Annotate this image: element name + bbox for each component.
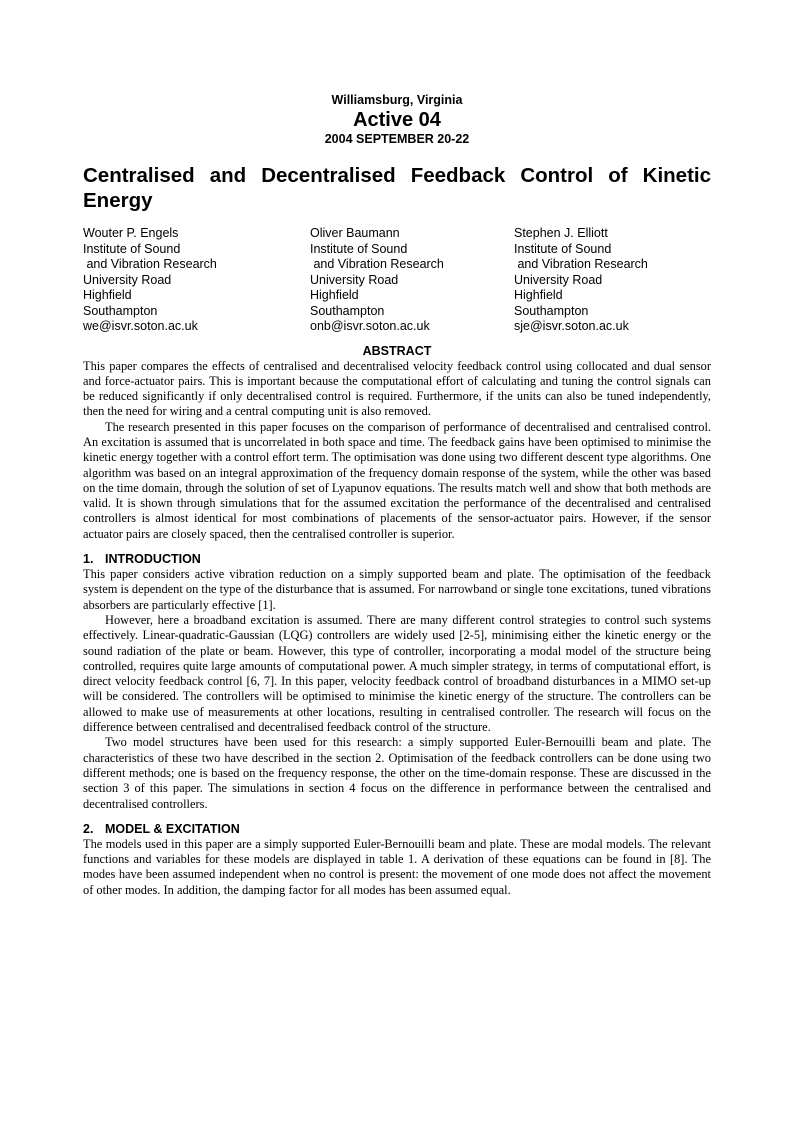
author-road: University Road [514,272,603,287]
author-city: Southampton [83,303,158,318]
author-institute: Institute of Sound [83,241,181,256]
conference-name: Active 04 [353,109,441,131]
section-body-introduction [83,567,711,812]
author-institute-line2: and Vibration Research [310,257,444,271]
author-area: Highfield [514,288,563,302]
section-title: INTRODUCTION [105,552,201,567]
abstract-paragraph: The research presented in this paper focuses on the comparison of performance of decentralised and centralised control. An excitation is assumed that is uncorrelated in both space and time. The feedback gains have been optimised to minimise the kinetic energy together with a control effort term. The optimisation was done using two different descent type algorithms. One algorithm was based on an integral approximation of the frequency domain response of the system, while the other was based on the time domain, through the solution of set of Lyapunov equations. The results match well and show that both methods are valid. It is shown through simulations that for the assumed excitation the performance of the decentralised and centralised controllers is almost identical for most combinations of placements of the sensor-actuator pairs. However, if the sensor actuator pairs are closely spaced, then the centralised controller is superior. [83,419,711,541]
conference-header [83,92,711,147]
body-paragraph: However, here a broadband excitation is assumed. There are many different control strategies to control such systems effectively. Linear-quadratic-Gaussian (LQG) controllers are widely used [2-5], minimising either the kinetic energy or the sound radiation of the plate or beam. However, this type of controller, incorporating a modal model of the structure being controlled, requires quite large amounts of computational power. A much simpler strategy, in terms of computational effort, is direct velocity feedback control [6, 7]. In this paper, velocity feedback control of broadband disturbances in a MIMO set-up will be considered. The controllers will be optimised to minimise the kinetic energy of the structure. The controllers can be allowed to make use of measurements at other locations, resulting in centralised controller. The research will focus on the difference between centralised and decentralised feedback control of the structure. [83,612,711,735]
body-paragraph: Two model structures have been used for this research: a simply supported Euler-Bernouilli beam and plate. The characteristics of these two have described in the section 2. Optimisation of the feedback controllers can be done using two different methods; one is based on the frequency response, the other on the time-domain response. These are discussed in the section 3 of this paper. The simulations in section 4 focus on the difference in performance between the centralised and decentralised controllers. [83,735,711,811]
body-paragraph: This paper considers active vibration reduction on a simply supported beam and plate. The optimisation of the feedback system is dependent on the type of the disturbance that is assumed. For narrowband or single tone excitations, tuned vibrations absorbers are particularly effective [1]. [83,567,712,612]
abstract-paragraph: This paper compares the effects of centralised and decentralised velocity feedback control using collocated and dual sensor and force-actuator pairs. This is important because the computational effort of calculating and tuning the control signals can be reduced significantly if only decentralised control is required. Furthermore, if the units can also be tuned independently, then the need for wiring and a central computing unit is also removed. [83,358,711,419]
paper-title: Centralised and Decentralised Feedback Control of Kinetic Energy [83,164,711,212]
author-block [83,226,711,335]
author-institute-line2: and Vibration Research [83,257,217,271]
paper-page [83,92,711,898]
author-column [514,226,711,335]
author-area: Highfield [310,288,359,302]
author-email: onb@isvr.soton.ac.uk [310,319,430,333]
section-heading-model-excitation [83,822,711,837]
author-area: Highfield [83,288,132,302]
author-institute-line2: and Vibration Research [514,257,648,271]
author-name: Wouter P. Engels [83,226,179,240]
section-number: 2. [83,821,94,836]
author-name: Stephen J. Elliott [514,226,608,240]
author-institute: Institute of Sound [514,241,612,256]
section-heading-introduction [83,552,711,567]
author-city: Southampton [514,303,589,318]
conference-location: Williamsburg, Virginia [331,93,463,107]
author-column [83,226,310,335]
author-name: Oliver Baumann [310,226,400,240]
author-road: University Road [310,272,399,287]
section-number: 1. [83,552,94,567]
abstract-heading: ABSTRACT [362,343,432,358]
author-email: sje@isvr.soton.ac.uk [514,319,629,333]
author-column [310,226,514,335]
author-road: University Road [83,272,172,287]
author-city: Southampton [310,303,385,318]
author-institute: Institute of Sound [310,241,408,256]
abstract-body [83,359,711,543]
section-title: MODEL & EXCITATION [105,821,240,836]
body-paragraph: The models used in this paper are a simply supported Euler-Bernouilli beam and plate. These are modal models. The relevant functions and variables for these models are displayed in table 1. A derivation of these equations can be found in [8]. The modes have been assumed independent when no control is present: the movement of one mode does not affect the movement of other modes. In addition, the damping factor for all modes has been assumed equal. [83,836,711,897]
section-body-model-excitation [83,837,711,898]
conference-date: 2004 SEPTEMBER 20-22 [324,132,470,146]
author-email: we@isvr.soton.ac.uk [83,319,198,333]
